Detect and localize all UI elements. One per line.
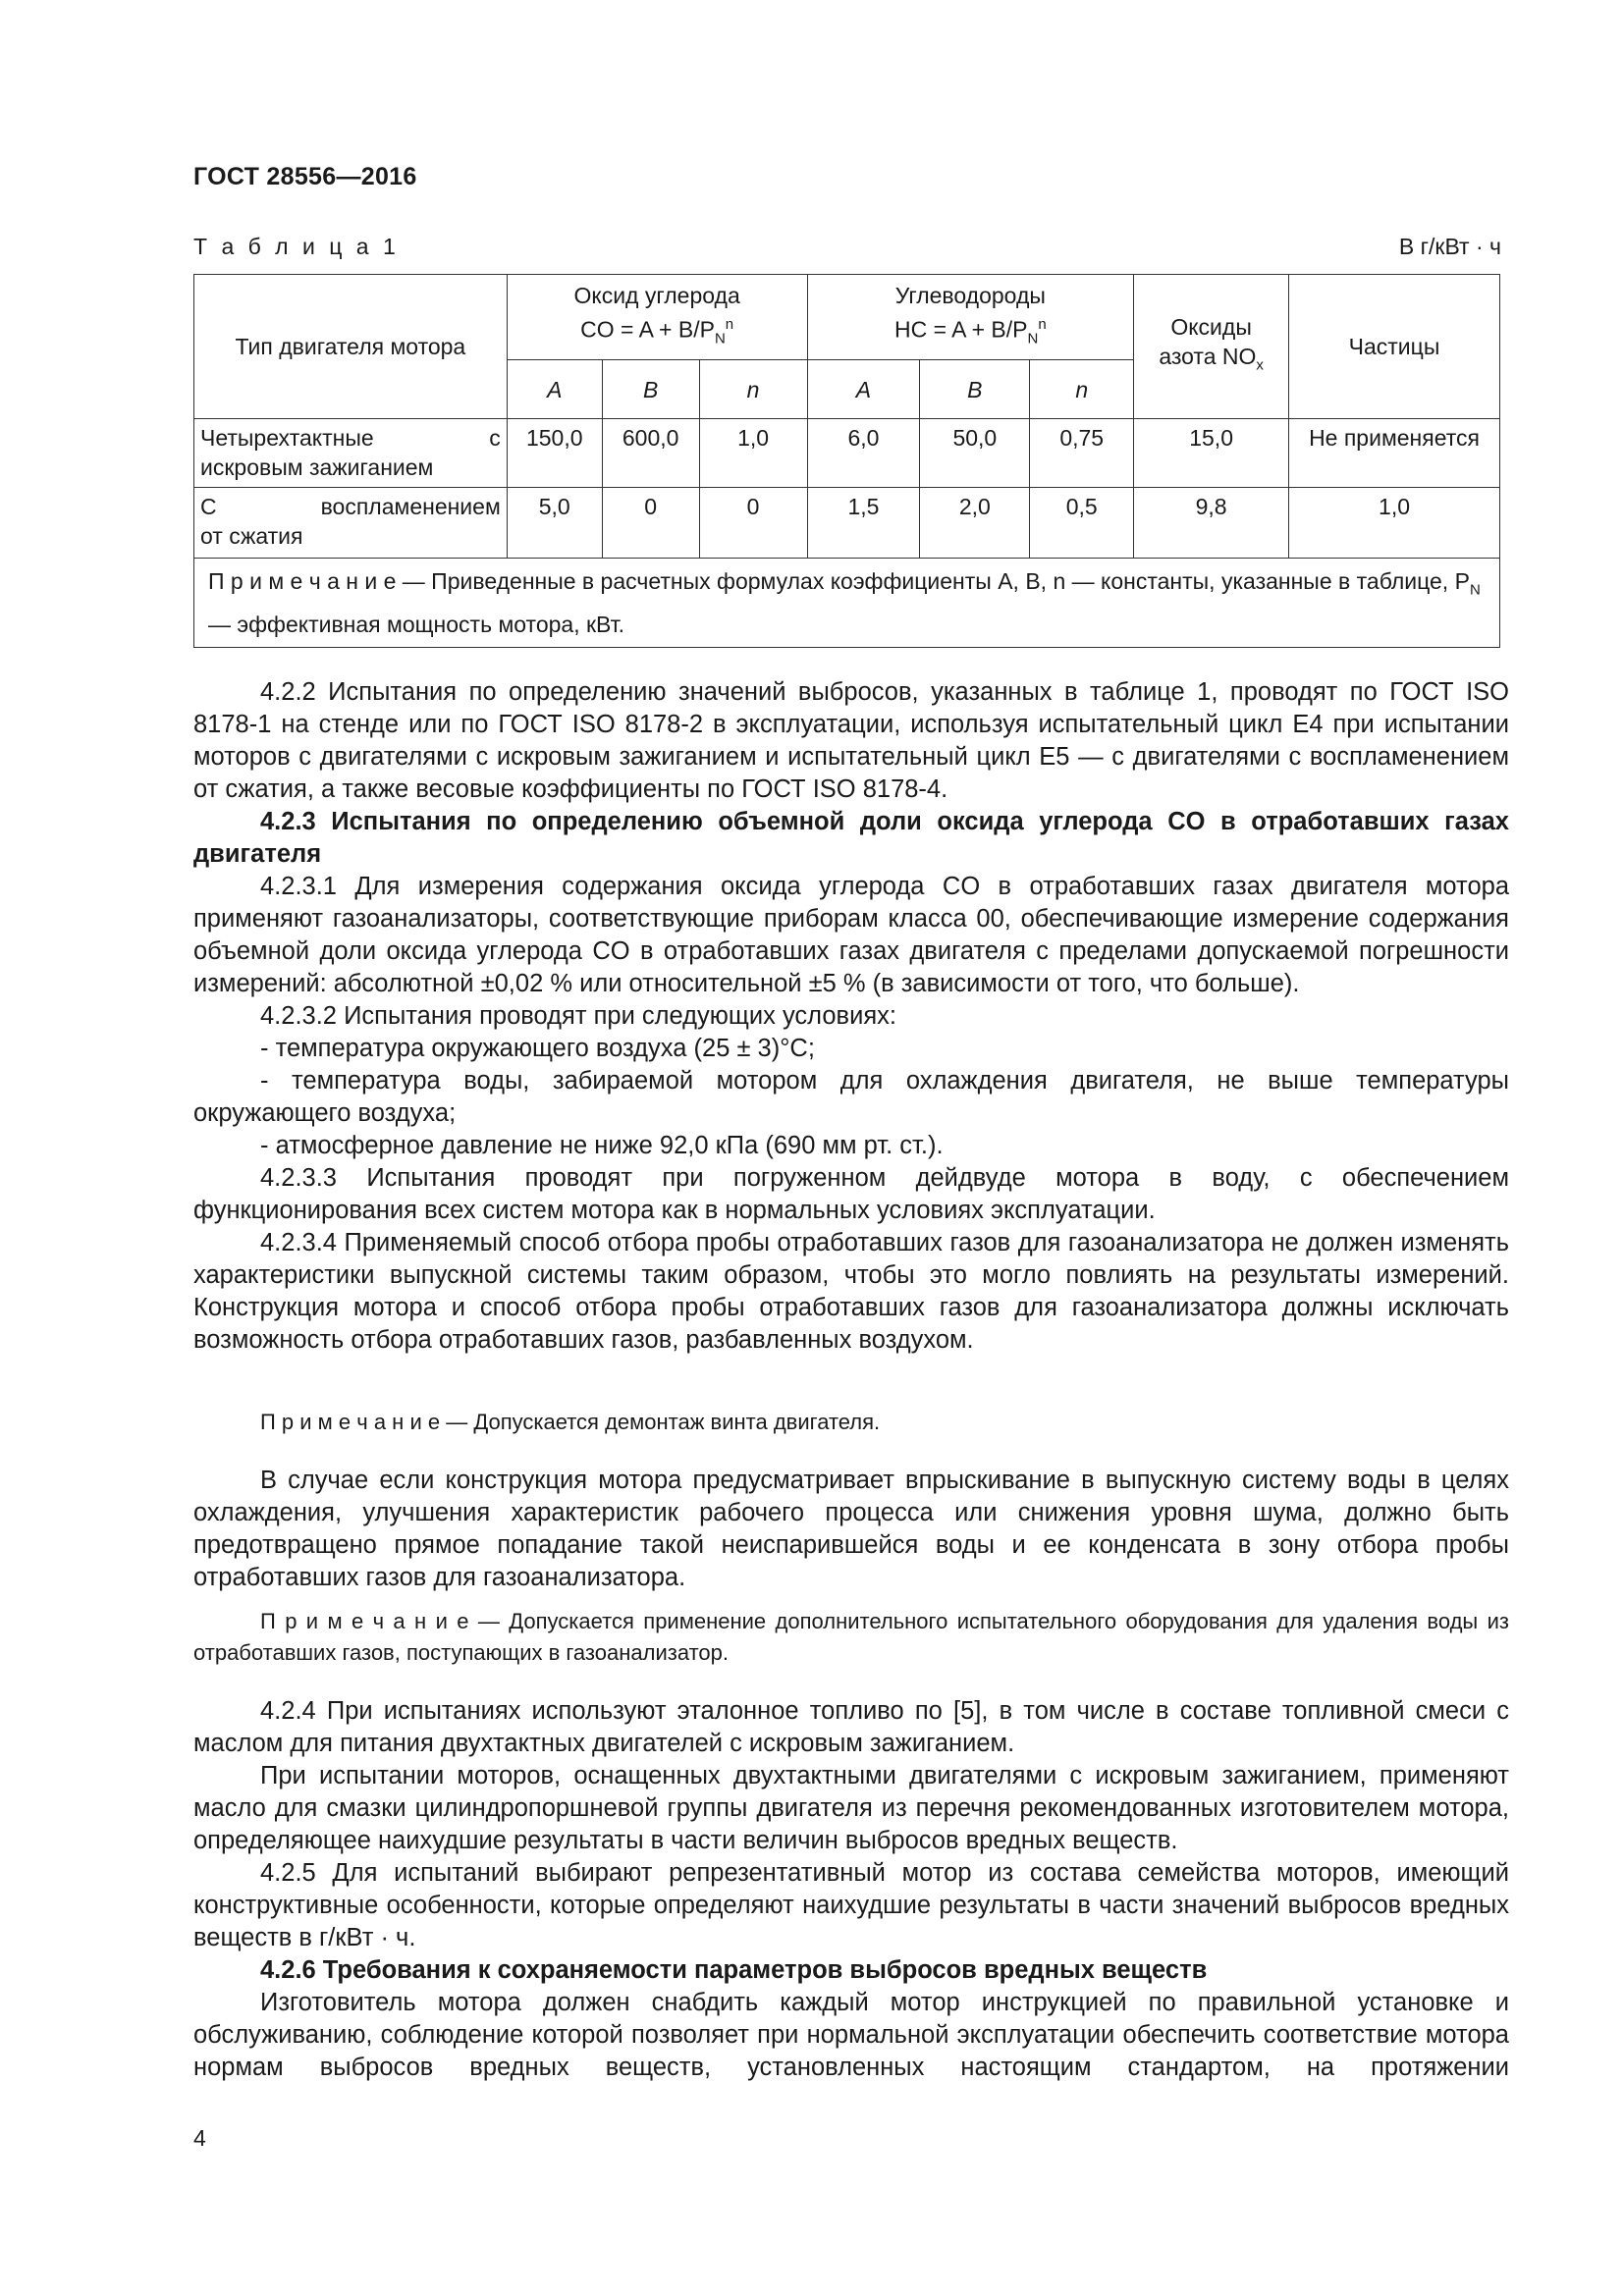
para-4-2-3-2: 4.2.3.2 Испытания проводят при следующих условиях: [260,1002,896,1030]
hc-n-header: n [1030,360,1134,419]
nox-header-text: азота NO [1159,344,1257,370]
para-water-injection: В случае если конструкция мотора предусматривает впрыскивание в выпускную систему воды в целях охлаждения, улучшения характеристик рабочего процесса или снижения уровня шума, должно быть предотвращено прямое попадание такой неиспарившейся воды и ее конденсата в зону отбора пробы отработавших газов для газоанализатора. [193,1467,1509,1591]
hc-a-header: A [807,360,920,419]
hc-formula-text: HC = A + B/P [893,316,1028,343]
water-paragraph-block [193,1465,1509,1594]
hc-b-cell: 2,0 [920,488,1030,559]
co-b-cell: 0 [602,488,699,559]
nox-cell: 9,8 [1134,488,1289,559]
co-formula-text: CO = A + B/P [580,316,715,343]
co-n-cell: 0 [699,488,807,559]
table-note-text: — Приведенные в расчетных формулах коэффициенты A, B, n — константы, указанные в таблице, P [396,568,1470,594]
note-2 [193,1606,1509,1669]
table-row [194,419,1500,488]
nox-header-l2 [1140,342,1282,381]
emissions-table [193,274,1500,648]
hc-n-cell: 0,75 [1030,419,1134,488]
col-hc-header [807,275,1134,360]
table-row [194,488,1500,559]
hc-formula-sub: N [1027,330,1039,347]
table-unit: В г/кВт · ч [1398,234,1501,259]
co-formula-sup: n [725,315,734,333]
note-1-block [193,1407,1509,1438]
particles-cell: 1,0 [1289,488,1500,559]
engine-type-l2: искровым зажиганием [200,454,434,480]
heading-4-2-6: 4.2.6 Требования к сохраняемости параметров выбросов вредных веществ [260,1956,1208,1984]
para-4-2-2: 4.2.2 Испытания по определению значений выбросов, указанных в таблице 1, проводят по ГОСТ ISO 8178-1 на стенде или по ГОСТ ISO 8178-2 в эксплуатации, используя испытательный цикл Е4 при испытании моторов с двигателями с искровым зажиганием и испытательный цикл Е5 — с двигателями с воспламенением от сжатия, а также весовые коэффициенты по ГОСТ ISO 8178-4. [193,678,1509,803]
engine-type-cell [194,419,508,488]
co-n-cell: 1,0 [699,419,807,488]
particles-cell: Не применяется [1289,419,1500,488]
col-co-header [507,275,807,360]
note-1 [193,1407,1509,1438]
hc-a-cell: 1,5 [807,488,920,559]
table-header-row [194,275,1500,360]
condition-item: - температура окружающего воздуха (25 ± 3)°С; [260,1035,815,1062]
para-4-2-4: 4.2.4 При испытаниях используют эталонное топливо по [5], в том числе в составе топливной смеси с маслом для питания двухтактных двигателей с искровым зажиганием. [193,1697,1509,1757]
table-note-sub: N [1469,581,1481,599]
engine-type-l1: С воспламенением [200,494,501,519]
engine-type-cell [194,488,508,559]
engine-type-l1: Четырехтактные с [200,425,501,451]
co-b-header: B [602,360,699,419]
hc-a-cell: 6,0 [807,419,920,488]
condition-item: - атмосферное давление не ниже 92,0 кПа (690 мм рт. ст.). [260,1132,944,1159]
col-particles-header: Частицы [1289,275,1500,419]
co-n-header: n [699,360,807,419]
heading-4-2-3: 4.2.3 Испытания по определению объемной доли оксида углерода CO в отработавших газах двигателя [193,808,1509,868]
para-4-2-3-4: 4.2.3.4 Применяемый способ отбора пробы отработавших газов для газоанализатора не должен изменять характеристики выпускной системы таким образом, чтобы это могло повлиять на результаты измерений. Конструкция мотора и способ отбора пробы отработавших газов для газоанализатора должны исключать возможность отбора отработавших газов, разбавленных воздухом. [193,1229,1509,1354]
co-a-header: A [507,360,602,419]
hc-formula [814,310,1128,353]
para-4-2-3-3: 4.2.3.3 Испытания проводят при погруженном дейдвуде мотора в воду, с обеспечением функционирования всех систем мотора как в нормальных условиях эксплуатации. [193,1164,1509,1224]
note-2-text: — Допускается применение дополнительного испытательного оборудования для удаления воды из отработавших газов, поступающих в газоанализатор. [193,1609,1509,1665]
hc-formula-sup: n [1038,315,1047,333]
co-formula-sub: N [714,330,726,347]
section-4-2-2-to-4-2-3 [193,676,1509,1357]
hc-header-label: Углеводороды [894,282,1046,308]
page-number: 4 [193,2125,206,2151]
note-2-label: П р и м е ч а н и е [260,1609,469,1633]
nox-header-l1: Оксиды [1170,314,1252,341]
para-4-2-4-oil: При испытании моторов, оснащенных двухтактными двигателями с искровым зажиганием, применяют масло для смазки цилиндропоршневой группы двигателя из перечня рекомендованных изготовителем мотора, определяющее наихудшие результаты в части величин выбросов вредных веществ. [193,1762,1509,1854]
table-caption: Т а б л и ц а 1 [193,234,400,259]
nox-cell: 15,0 [1134,419,1289,488]
hc-b-cell: 50,0 [920,419,1030,488]
note-1-label: П р и м е ч а н и е [260,1410,441,1434]
col-nox-header [1134,275,1289,419]
hc-n-cell: 0,5 [1030,488,1134,559]
table-note-text-2: — эффективная мощность мотора, кВт. [208,611,624,637]
co-a-cell: 5,0 [507,488,602,559]
co-formula [514,310,801,353]
table-note-row [194,559,1500,648]
engine-type-l2: от сжатия [200,523,303,549]
co-header-label: Оксид углерода [573,282,740,308]
table-note [194,559,1500,648]
document-header: ГОСТ 28556—2016 [193,163,417,190]
co-a-cell: 150,0 [507,419,602,488]
hc-b-header: B [920,360,1030,419]
col-engine-type-header: Тип двигателя мотора [194,275,508,419]
table-note-label: П р и м е ч а н и е [208,568,397,594]
nox-header-sub: x [1256,356,1264,374]
condition-item: - температура воды, забираемой мотором для охлаждения двигателя, не выше температуры окружающего воздуха; [193,1067,1509,1127]
para-4-2-5: 4.2.5 Для испытаний выбирают репрезентативный мотор из состава семейства моторов, имеющий конструктивные особенности, которые определяют наихудшие результаты в части значений выбросов вредных веществ в г/кВт · ч. [193,1859,1509,1951]
para-4-2-3-1: 4.2.3.1 Для измерения содержания оксида углерода CO в отработавших газах двигателя мотора применяют газоанализаторы, соответствующие приборам класса 00, обеспечивающие измерение содержания объемной доли оксида углерода CO в отработавших газах двигателя с пределами допускаемой погрешности измерений: абсолютной ±0,02 % или относительной ±5 % (в зависимости от того, что больше). [193,873,1509,997]
para-4-2-6: Изготовитель мотора должен снабдить каждый мотор инструкцией по правильной установке и обслуживанию, соблюдение которой позволяет при нормальной эксплуатации обеспечить соответствие мотора нормам выбросов вредных веществ, установленных настоящим стандартом, на протяжении [193,1989,1509,2081]
co-b-cell: 600,0 [602,419,699,488]
note-1-text: — Допускается демонтаж винта двигателя. [440,1410,881,1434]
section-4-2-4-to-4-2-6 [193,1695,1509,2084]
note-2-block [193,1606,1509,1669]
